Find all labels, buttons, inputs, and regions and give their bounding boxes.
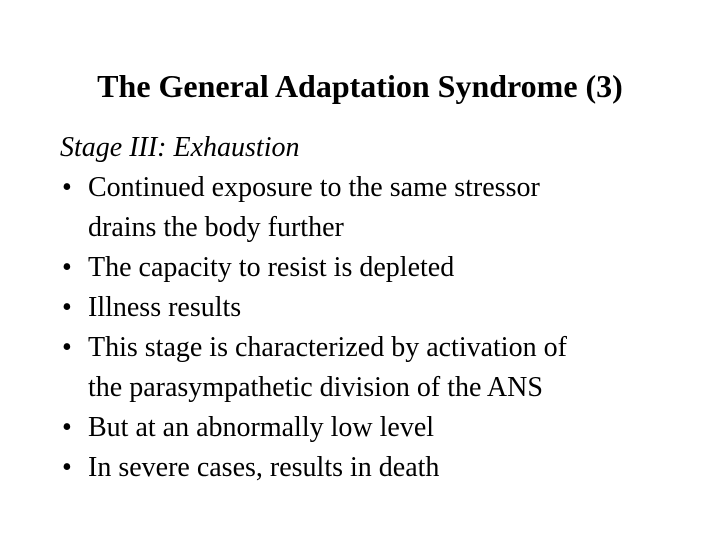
bullet-text-line: The capacity to resist is depleted (88, 252, 455, 283)
bullet-item (60, 288, 680, 328)
bullet-item (60, 328, 680, 408)
bullet-icon: • (62, 292, 72, 323)
slide-content (60, 128, 680, 488)
bullet-text-line: drains the body further (88, 212, 344, 243)
bullet-item (60, 168, 680, 248)
bullet-text-line: the parasympathetic division of the ANS (88, 372, 543, 403)
bullet-item (60, 248, 680, 288)
bullet-list (60, 168, 680, 488)
slide-title: The General Adaptation Syndrome (3) (97, 68, 623, 104)
bullet-item (60, 448, 680, 488)
bullet-text-line: In severe cases, results in death (88, 452, 440, 483)
bullet-text-line: Illness results (88, 292, 242, 323)
stage-subtitle: Stage III: Exhaustion (60, 132, 300, 163)
bullet-text-line: Continued exposure to the same stressor (88, 172, 540, 203)
bullet-icon: • (62, 172, 72, 203)
bullet-icon: • (62, 252, 72, 283)
bullet-icon: • (62, 332, 72, 363)
bullet-text-line: This stage is characterized by activation of (88, 332, 567, 363)
bullet-icon: • (62, 412, 72, 443)
bullet-icon: • (62, 452, 72, 483)
bullet-item (60, 408, 680, 448)
bullet-text-line: But at an abnormally low level (88, 412, 435, 443)
